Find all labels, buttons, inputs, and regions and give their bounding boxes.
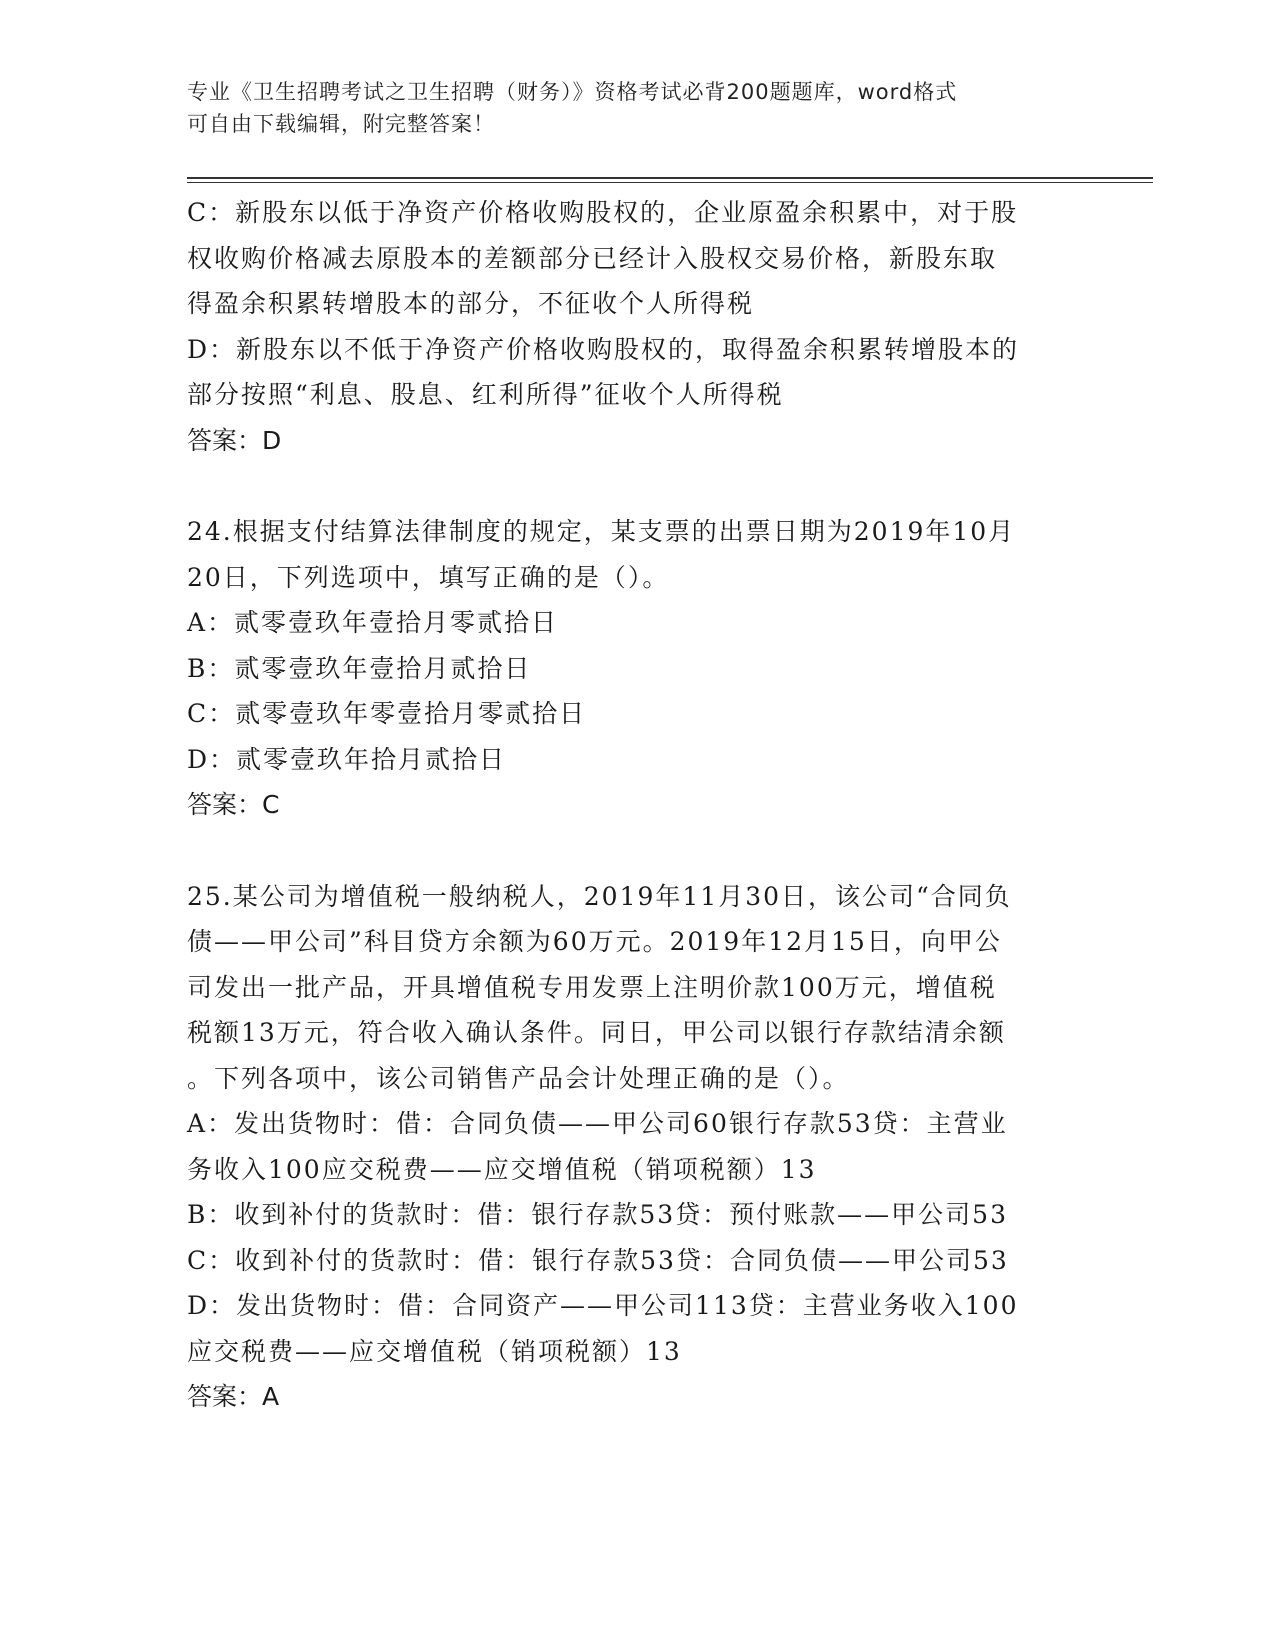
option-a-line: 务收入100应交税费——应交增值税（销项税额）13 bbox=[187, 1154, 817, 1184]
option-d-line: D：发出货物时：借：合同资产——甲公司113贷：主营业务收入100 bbox=[187, 1291, 1019, 1320]
question-23-tail bbox=[187, 190, 1077, 463]
header-rule-thin bbox=[187, 182, 1153, 183]
header-rule-thick bbox=[187, 177, 1153, 179]
question-stem-line: 20日，下列选项中，填写正确的是（）。 bbox=[187, 562, 670, 592]
document-body bbox=[187, 190, 1077, 1420]
option-d-line: 应交税费——应交增值税（销项税额）13 bbox=[187, 1336, 682, 1366]
header-line-2: 可自由下载编辑，附完整答案！ bbox=[187, 112, 495, 136]
option-c: C：贰零壹玖年零壹拾月零贰拾日 bbox=[187, 699, 587, 728]
question-stem-line: 24.根据支付结算法律制度的规定，某支票的出票日期为2019年10月 bbox=[187, 517, 1016, 546]
option-d: D：贰零壹玖年拾月贰拾日 bbox=[187, 744, 507, 774]
option-c: C：收到补付的货款时：借：银行存款53贷：合同负债——甲公司53 bbox=[187, 1245, 1009, 1275]
spacer bbox=[187, 463, 1077, 509]
header-line-1: 专业《卫生招聘考试之卫生招聘（财务）》资格考试必背200题题库，word格式 bbox=[187, 80, 958, 104]
document-header bbox=[187, 76, 1067, 140]
option-a: A：贰零壹玖年壹拾月零贰拾日 bbox=[187, 608, 559, 637]
answer-line: 答案：D bbox=[187, 425, 282, 455]
answer-line: 答案：C bbox=[187, 790, 280, 819]
question-stem-line: 债——甲公司”科目贷方余额为60万元。2019年12月15日，向甲公 bbox=[187, 927, 1002, 956]
option-b: B：收到补付的货款时：借：银行存款53贷：预付账款——甲公司53 bbox=[187, 1200, 1008, 1229]
option-b: B：贰零壹玖年壹拾月贰拾日 bbox=[187, 653, 532, 683]
option-d-line: D：新股东以不低于净资产价格收购股权的，取得盈余积累转增股本的 bbox=[187, 334, 1020, 364]
option-c-line: 得盈余积累转增股本的部分，不征收个人所得税 bbox=[187, 289, 755, 318]
answer-line: 答案：A bbox=[187, 1382, 280, 1411]
question-24 bbox=[187, 509, 1077, 828]
option-c-line: C：新股东以低于净资产价格收购股权的，企业原盈余积累中，对于股 bbox=[187, 198, 1019, 227]
question-stem-line: 税额13万元，符合收入确认条件。同日，甲公司以银行存款结清余额 bbox=[187, 1018, 1006, 1047]
question-stem-line: 司发出一批产品，开具增值税专用发票上注明价款100万元，增值税 bbox=[187, 972, 997, 1002]
option-a-line: A：发出货物时：借：合同负债——甲公司60银行存款53贷：主营业 bbox=[187, 1109, 1008, 1138]
question-stem-line: 25.某公司为增值税一般纳税人，2019年11月30日，该公司“合同负 bbox=[187, 881, 1012, 911]
option-c-line: 权收购价格减去原股本的差额部分已经计入股权交易价格，新股东取 bbox=[187, 243, 998, 273]
question-stem-line: 。下列各项中，该公司销售产品会计处理正确的是（）。 bbox=[187, 1063, 850, 1093]
option-d-line: 部分按照“利息、股息、红利所得”征收个人所得税 bbox=[187, 380, 784, 409]
question-25 bbox=[187, 874, 1077, 1420]
spacer bbox=[187, 828, 1077, 874]
